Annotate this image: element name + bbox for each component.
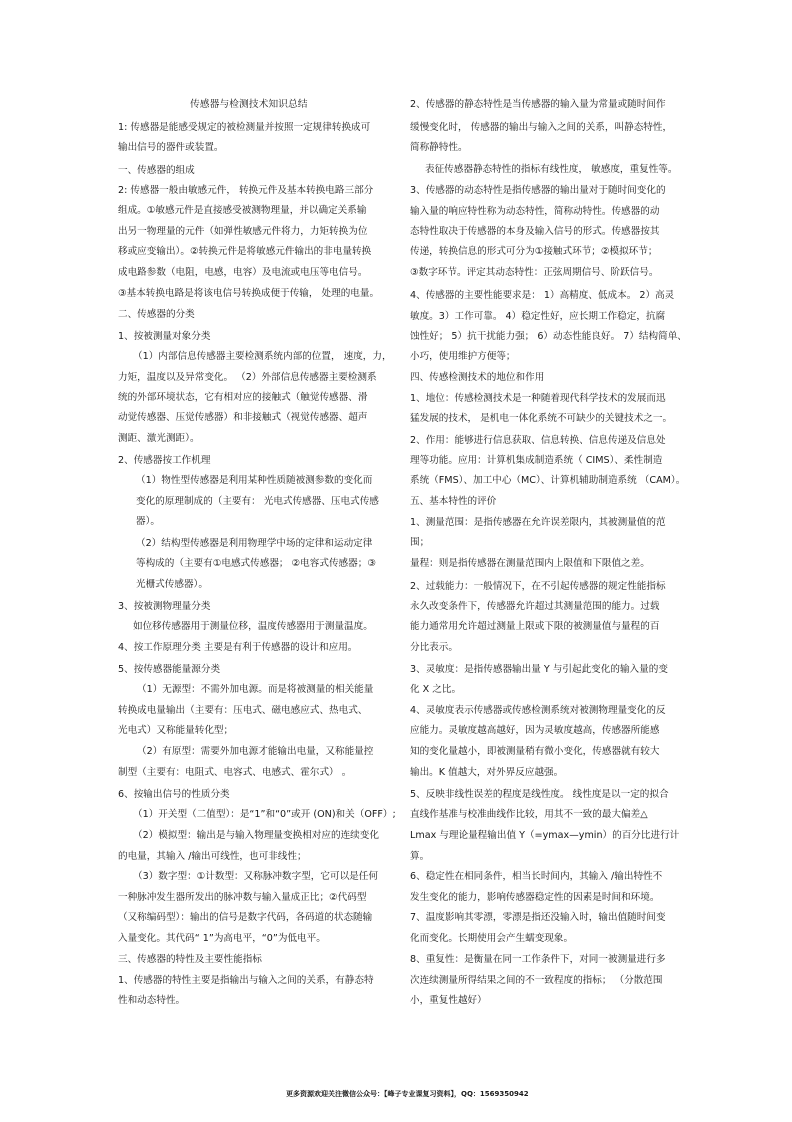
left-line: （1）内部信息传感器主要检测系统内部的位置， 速度，力， bbox=[133, 351, 392, 362]
left-line: 4、按工作原理分类 主要是有利于传感器的设计和应用。 bbox=[118, 642, 358, 653]
right-line: 围； bbox=[410, 537, 430, 548]
left-line: 一种脉冲发生器所发出的脉冲数与输入量成正比；②代码型 bbox=[118, 892, 367, 903]
left-line: （1）无源型：不需外加电源。而是将被测量的相关能量 bbox=[137, 684, 374, 695]
right-line: 4、灵敏度表示传感器或传感检测系统对被测物理量变化的反 bbox=[410, 705, 666, 716]
right-line: 五、基本特性的评价 bbox=[410, 496, 497, 507]
left-line: 如位移传感器用于测量位移，温度传感器用于测量温度。 bbox=[133, 621, 373, 632]
right-line: ③数字环节。评定其动态特性：正弦周期信号、阶跃信号。 bbox=[410, 267, 659, 278]
right-line: 直线作基准与校准曲线作比较，用其不一致的最大偏差△ bbox=[410, 809, 648, 820]
right-line: 简称静特性。 bbox=[410, 142, 468, 153]
right-line: 小，重复性越好） bbox=[410, 995, 487, 1006]
right-line: 1、地位：传感检测技术是一种随着现代科学技术的发展而迅 bbox=[410, 393, 666, 404]
left-line: 成电路参数（电阻，电感，电容）及电流或电压等电信号。 bbox=[118, 267, 368, 278]
right-line: 2、传感器的静态特性是当传感器的输入量为常量或随时间作 bbox=[410, 99, 666, 110]
left-line: 动觉传感器、压觉传感器）和非接触式（视觉传感器、超声 bbox=[118, 412, 368, 423]
right-line: 5、反映非线性误差的程度是线性度。 线性度是以一定的拟合 bbox=[410, 789, 669, 800]
right-line: 分比表示。 bbox=[410, 642, 458, 653]
right-line: 猛发展的技术， 是机电一体化系统不可缺少的关键技术之一。 bbox=[410, 413, 673, 424]
right-line: 四、传感检测技术的地位和作用 bbox=[410, 372, 545, 383]
right-line: 缓慢变化时， 传感器的输出与输入之间的关系，叫静态特性， bbox=[410, 122, 673, 133]
left-line: （3）数字型：①计数型：又称脉冲数字型，它可以是任何 bbox=[133, 871, 378, 882]
left-line: （2）有原型：需要外加电源才能输出电量，又称能量控 bbox=[137, 746, 374, 757]
right-line: 传递，转换信息的形式可分为①接触式环节；②模拟环节； bbox=[410, 246, 658, 257]
left-line: 组成。①敏感元件是直接感受被测物理量，并以确定关系输 bbox=[118, 205, 367, 216]
left-line: 制型（主要有：电阻式、电容式、电感式、霍尔式） 。 bbox=[118, 767, 352, 778]
right-line: 表征传感器静态特性的指标有线性度， 敏感度，重复性等。 bbox=[425, 164, 678, 175]
right-line: 3、灵敏度：是指传感器输出量 Y 与引起此变化的输入量的变 bbox=[410, 664, 668, 675]
right-line: 化 X 之比。 bbox=[410, 684, 462, 695]
left-line: 1、按被测量对象分类 bbox=[118, 331, 211, 342]
right-line: 4、传感器的主要性能要求是： 1）高精度、低成本。 2）高灵 bbox=[410, 290, 675, 301]
right-line: 发生变化的能力，影响传感器稳定性的因素是时间和环境。 bbox=[410, 892, 660, 903]
right-line: 1、测量范围：是指传感器在允许误差限内，其被测量值的范 bbox=[410, 517, 666, 528]
left-line: 光电式）又称能量转化型； bbox=[118, 725, 234, 736]
left-line: 输出信号的器件或装置。 bbox=[118, 142, 224, 153]
right-line: 6、稳定性在相同条件，相当长时间内，其输入 /输出特性不 bbox=[410, 871, 663, 882]
right-line: 算。 bbox=[410, 851, 430, 862]
left-line: 光栅式传感器）。 bbox=[136, 579, 208, 590]
left-line: （1）开关型（二值型）：是“1”和“0”或开 (ON)和关（OFF）; bbox=[133, 809, 396, 820]
left-line: 6、按输出信号的性质分类 bbox=[118, 789, 230, 800]
right-line: 化而变化。长期使用会产生蠕变现象。 bbox=[410, 933, 574, 944]
document-title: 传感器与检测技术知识总结 bbox=[190, 99, 308, 110]
left-line: 等构成的（主要有①电感式传感器； ②电容式传感器；③ bbox=[136, 558, 376, 569]
right-line: 理等功能。应用：计算机集成制造系统（ CIMS）、柔性制造 bbox=[410, 455, 663, 466]
left-line: 统的外部环境状态，它有相对应的接触式（触觉传感器、滑 bbox=[118, 392, 368, 403]
right-line: 系统（FMS）、加工中心（MC）、计算机辅助制造系统 （CAM）。 bbox=[410, 475, 686, 486]
left-line: 测距、激光测距）。 bbox=[118, 433, 200, 444]
right-line: 7、温度影响其零漂，零漂是指还没输入时，输出值随时间变 bbox=[410, 912, 666, 923]
right-line: 次连续测量所得结果之间的不一致程度的指标； （分散范围 bbox=[410, 975, 663, 986]
left-line: 三、传感器的特性及主要性能指标 bbox=[118, 954, 262, 965]
right-line: 能力通常用允许超过测量上限或下限的被测量值与量程的百 bbox=[410, 621, 660, 632]
left-line: （2）模拟型：输出是与输入物理量变换相对应的连续变化 bbox=[133, 830, 379, 841]
left-line: （2）结构型传感器是利用物理学中场的定律和运动定律 bbox=[136, 538, 373, 549]
left-line: ③基本转换电路是将该电信号转换成便于传输， 处理的电量。 bbox=[118, 288, 380, 299]
right-line: 应能力。灵敏度越高越好，因为灵敏度越高，传感器所能感 bbox=[410, 725, 660, 736]
right-line: 态特性取决于传感器的本身及输入信号的形式。传感器按其 bbox=[410, 226, 660, 237]
left-line: 变化的原理制成的（主要有： 光电式传感器、压电式传感 bbox=[136, 496, 379, 507]
right-line: 输入量的响应特性称为动态特性，简称动特性。传感器的动 bbox=[410, 206, 660, 217]
left-line: 一、传感器的组成 bbox=[118, 165, 195, 176]
left-line: 移或应变输出）。②转换元件是将敏感元件输出的非电量转换 bbox=[118, 246, 372, 257]
left-line: （又称编码型）：输出的信号是数字代码，各码道的状态随输 bbox=[118, 912, 373, 923]
left-line: 出另一物理量的元件（如弹性敏感元件将力，力矩转换为位 bbox=[118, 226, 368, 237]
right-line: 8、重复性：是衡量在同一工作条件下，对同一被测量进行多 bbox=[410, 954, 666, 965]
left-line: 2: 传感器一般由敏感元件， 转换元件及基本转换电路三部分 bbox=[118, 185, 374, 196]
left-line: （1）物性型传感器是利用某种性质随被测参数的变化而 bbox=[136, 475, 373, 486]
right-line: Lmax 与理论量程输出值 Y（=ymax—ymin）的百分比进行计 bbox=[410, 830, 680, 841]
left-line: 5、按传感器能量源分类 bbox=[118, 664, 221, 675]
right-line: 量程：则是指传感器在测量范围内上限值和下限值之差。 bbox=[410, 558, 650, 569]
left-line: 1、传感器的特性主要是指输出与输入之间的关系，有静态特 bbox=[118, 975, 374, 986]
left-line: 二、传感器的分类 bbox=[118, 309, 195, 320]
left-line: 3、按被测物理量分类 bbox=[118, 601, 211, 612]
left-line: 器）。 bbox=[136, 516, 160, 527]
left-line: 的电量，其输入 /输出可线性，也可非线性； bbox=[118, 851, 307, 862]
left-line: 转换成电量输出（主要有：压电式、磁电感应式、热电式、 bbox=[118, 705, 368, 716]
left-line: 入量变化。其代码“ 1”为高电平，“0”为低电平。 bbox=[118, 933, 326, 944]
left-line: 2、传感器按工作机理 bbox=[118, 455, 211, 466]
right-line: 永久改变条件下，传感器允许超过其测量范围的能力。过载 bbox=[410, 601, 660, 612]
right-line: 2、过载能力：一般情况下，在不引起传感器的规定性能指标 bbox=[410, 581, 666, 592]
right-line: 输出。K 值越大，对外界反应越强。 bbox=[410, 767, 564, 778]
right-line: 3、传感器的动态特性是指传感器的输出量对于随时间变化的 bbox=[410, 185, 666, 196]
left-line: 性和动态特性。 bbox=[118, 995, 186, 1006]
footer-note: 更多资源欢迎关注微信公众号：【峰子专业课复习资料】，QQ：1569350942 bbox=[286, 1090, 529, 1098]
left-line: 力矩，温度以及异常变化。 （2）外部信息传感器主要检测系 bbox=[118, 372, 377, 383]
right-line: 知的变化量越小，即被测量稍有微小变化，传感器就有较大 bbox=[410, 746, 660, 757]
right-line: 2、作用：能够进行信息获取、信息转换、信息传递及信息处 bbox=[410, 435, 666, 446]
left-line: 1: 传感器是能感受规定的被检测量并按照一定规律转换成可 bbox=[118, 122, 371, 133]
right-line: 敏度。3）工作可靠。 4）稳定性好，应长期工作稳定，抗腐 bbox=[410, 311, 666, 322]
right-line: 蚀性好； 5）抗干扰能力强； 6）动态性能良好。 7）结构简单、 bbox=[410, 331, 687, 342]
right-line: 小巧，使用维护方便等； bbox=[410, 351, 516, 362]
